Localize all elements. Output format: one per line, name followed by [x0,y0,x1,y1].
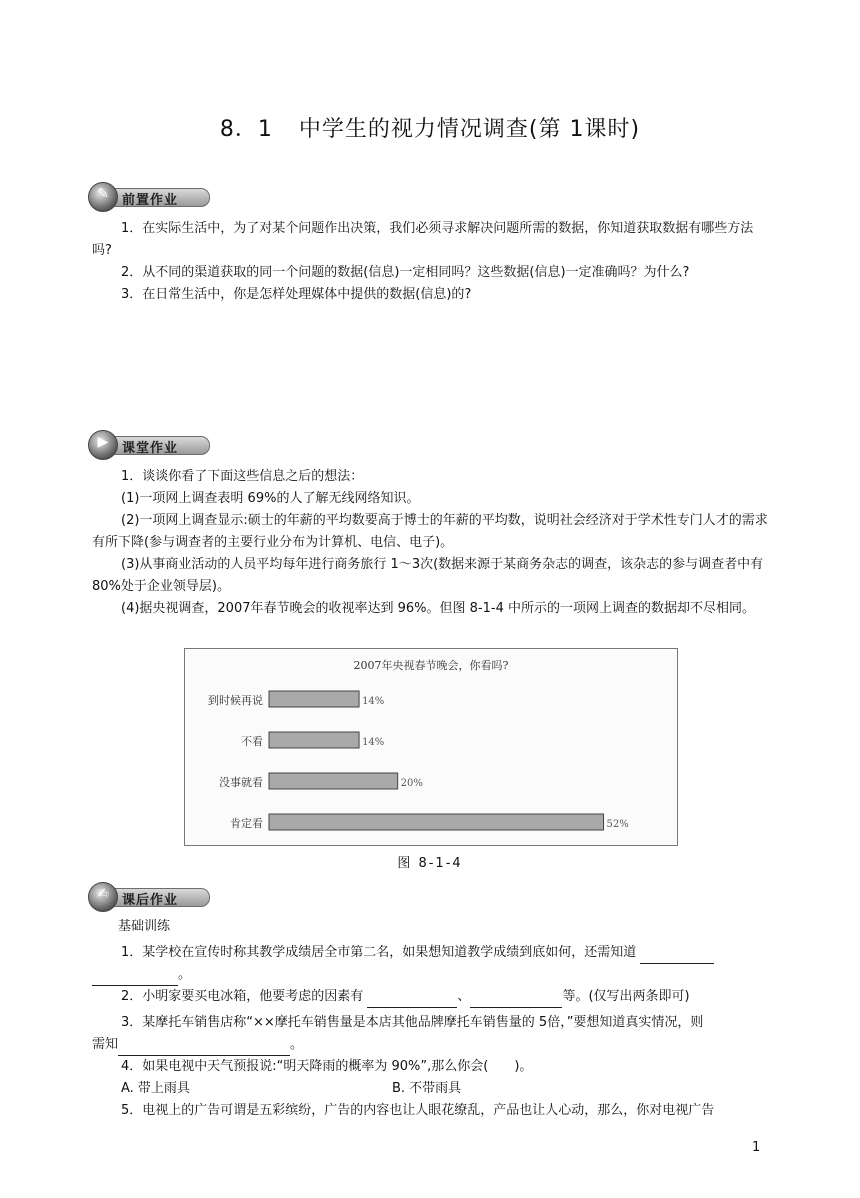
after-question-2 [92,986,768,1008]
answer-blank[interactable] [367,993,457,1008]
pre-question-1: 1．在实际生活中，为了对某个问题作出决策，我们必须寻求解决问题所需的数据，你知道获取数据有哪些方法吗? [92,221,754,258]
value-label: 14% [362,696,385,707]
after-question-1-cont [92,964,768,986]
after-question-1 [92,942,768,964]
pre-question-2: 2．从不同的渠道获取的同一个问题的数据(信息)一定相同吗？这些数据(信息)一定准确吗？为什么? [121,265,690,280]
play-icon: ▶ [97,434,109,450]
answer-blank[interactable] [118,1041,290,1056]
option-b[interactable]: B. 不带雨具 [392,1081,462,1096]
after-homework-badge [88,880,210,910]
person-icon: ✍ [97,886,109,902]
bar [269,732,359,748]
after-question-4: 4．如果电视中天气预报说:“明天降雨的概率为 90%”,那么你会( )。 [121,1059,533,1074]
q2-separator: 、 [457,989,471,1004]
bar [269,814,604,830]
category-label: 没事就看 [219,776,263,789]
value-label: 52% [606,819,629,830]
section-label: 课后作业 [122,893,179,908]
bar-chart-svg [185,649,677,845]
q3-end: 。 [290,1037,304,1052]
class-item-4: (3)从事商业活动的人员平均每年进行商务旅行 1～3次(数据来源于某商务杂志的调查，该杂志的参与调查者中有 80%处于企业领导层)。 [92,557,764,594]
answer-blank[interactable] [470,993,562,1008]
value-label: 14% [362,737,385,748]
section-number: 8．1 [219,117,273,142]
pencil-icon: ✎ [97,186,109,202]
bar [269,773,398,789]
chart-title: 2007年央视春节晚会，你看吗? [353,659,509,672]
class-item-3: (2)一项网上调查显示:硕士的年薪的平均数要高于博士的年薪的平均数，说明社会经济对于学术性专门人才的需求有所下降(参与调查者的主要行业分布为计算机、电信、电子)。 [92,513,768,550]
class-item-2: (1)一项网上调查表明 69%的人了解无线网络知识。 [121,491,420,506]
survey-chart [184,648,678,846]
class-homework-badge [88,428,210,458]
value-label: 20% [400,778,423,789]
pre-homework-badge [88,180,210,210]
answer-blank[interactable] [92,971,178,986]
category-label: 肯定看 [230,817,263,830]
answer-blank[interactable] [640,949,714,964]
category-label: 到时候再说 [208,694,263,707]
after-question-3-cont [92,1034,768,1056]
class-item-1: 1．谈谈你看了下面这些信息之后的想法： [121,469,364,484]
class-item-5: (4)据央视调查，2007年春节晚会的收视率达到 96%。但图 8-1-4 中所示的一项网上调查的数据却不尽相同。 [121,601,755,616]
subheading: 基础训练 [118,919,171,934]
q2-end: 等。(仅写出两条即可) [562,989,690,1004]
option-a[interactable]: A. 带上雨具 [121,1081,190,1096]
section-label: 前置作业 [122,193,179,208]
section-label: 课堂作业 [122,441,179,456]
page-title [0,112,860,143]
after-question-5: 5．电视上的广告可谓是五彩缤纷，广告的内容也让人眼花缭乱，产品也让人心动，那么，你对电视广告 [121,1103,715,1118]
after-question-3: 3．某摩托车销售店称“××摩托车销售量是本店其他品牌摩托车销售量的 5倍，”要想知道真实情况，则 [121,1015,704,1030]
category-label: 不看 [241,735,263,748]
bar [269,691,359,707]
q3-text: 需知 [92,1037,119,1052]
q2-text: 2．小明家要买电冰箱，他要考虑的因素有 [121,989,364,1004]
page-number: 1 [752,1140,761,1155]
q1-text: 1．某学校在宣传时称其教学成绩居全市第二名，如果想知道教学成绩到底如何，还需知道 [121,945,637,960]
q1-end: 。 [178,967,192,982]
figure-caption: 图 8-1-4 [397,856,463,871]
title-text: 中学生的视力情况调查(第 1课时) [298,117,641,142]
pre-question-3: 3．在日常生活中，你是怎样处理媒体中提供的数据(信息)的? [121,287,472,302]
